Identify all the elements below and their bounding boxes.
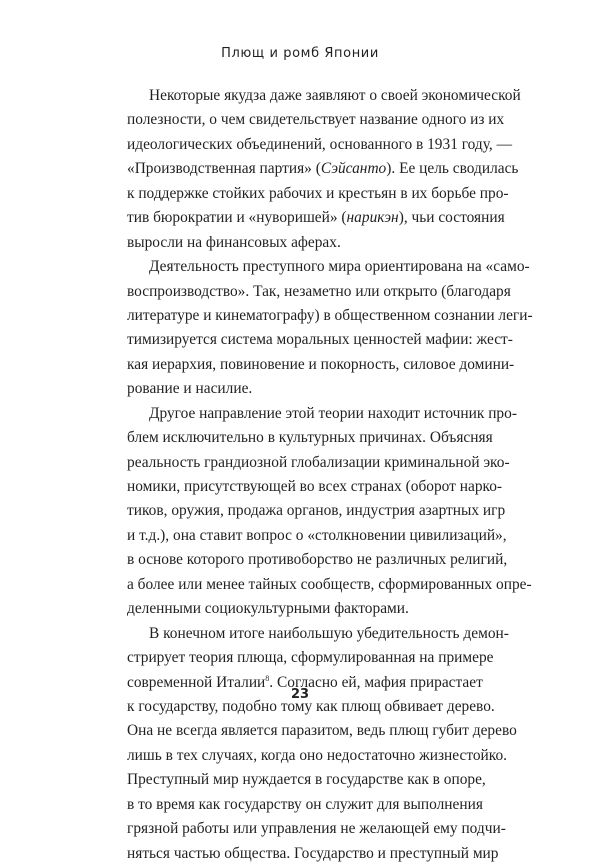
text-line: тиков, оружия, продажа органов, индустрия азартных игр [127,502,506,520]
text-line: няться частью общества. Государство и преступный мир [127,844,499,862]
text-line: лишь в тех случаях, когда оно недостаточно жизнестойко. [127,746,508,764]
text-line: к государству, подобно тому как плющ обвивает дерево. [127,697,495,715]
text-line: блем исключительно в культурных причинах. Объясняя [127,429,493,447]
text-line: В конечном итоге наибольшую убедительность демон- [149,624,509,642]
text-line: к поддержке стойких рабочих и крестьян в их борьбе про- [127,184,509,202]
text-line: в то время как государству он служит для выполнения [127,795,483,813]
text-line: современной Италии$^8$. Согласно ей, мафия прирастает [127,673,483,691]
text-line: номики, присутствующей во всех странах (оборот нарко- [127,478,503,495]
text-line: грязной работы или управления не желающей ему подчи- [127,820,506,838]
text-line: воспроизводство». Так, незаметно или открыто (благодаря [127,282,511,300]
text-line: Преступный мир нуждается в государстве как в опоре, [127,771,486,789]
text-line: рование и насилие. [127,380,253,398]
text-line: и т.д.), она ставит вопрос о «столкновении цивилизаций», [127,526,507,544]
page-number: 23 [290,687,310,702]
text-line: литературе и кинематографу) в общественном сознании леги- [127,306,533,324]
text-line: Другое направление этой теории находит источник про- [149,404,517,422]
text-line: кая иерархия, повиновение и покорность, силовое домини- [127,355,515,373]
text-line: Она не всегда является паразитом, ведь плющ губит дерево [127,722,517,740]
text-line: выросли на финансовых аферах. [127,233,341,251]
footnote-reference[interactable]: 8 [265,673,270,683]
text-line: полезности, о чем свидетельствует название одного из их [127,111,505,129]
text-line: идеологических объединений, основанного в 1931 году, — [127,135,512,153]
text-line: в основе которого противоборство не различных религий, [127,551,508,569]
text-line: «Производственная партия» (Сэйсанто). Ее цель сводилась [127,160,519,178]
running-head: Плющ и ромб Японии [221,46,379,61]
text-line: стрирует теория плюща, сформулированная на примере [127,649,494,667]
text-line: деленными социокультурными факторами. [127,600,409,618]
text-line: тимизируется система моральных ценностей мафии: жест- [127,331,513,349]
body-text [127,84,533,866]
text-line: реальность грандиозной глобализации криминальной эко- [127,453,510,471]
text-line: а более или менее тайных сообществ, сформированных опре- [127,575,532,593]
text-line: тив бюрократии и «нуворишей» (нарикэн), чьи состояния [127,209,505,227]
text-line: Некоторые якудза даже заявляют о своей экономической [149,87,521,104]
text-line: Деятельность преступного мира ориентирована на «само- [149,258,530,276]
